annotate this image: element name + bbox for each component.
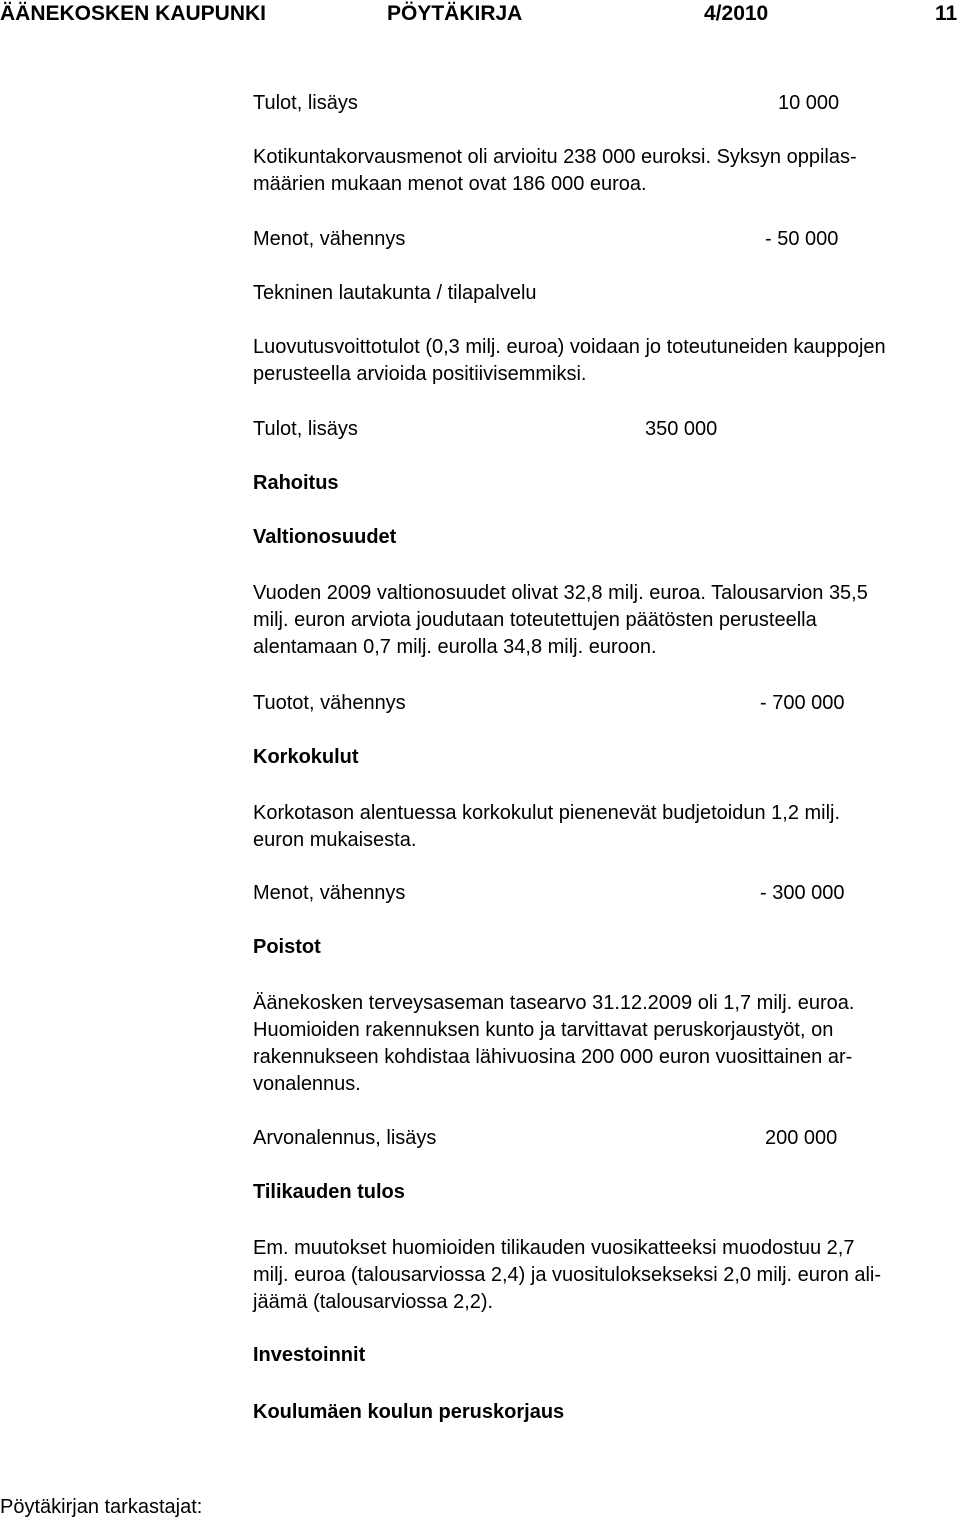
footer-reviewers-label: Pöytäkirjan tarkastajat: (0, 1496, 203, 1518)
paragraph-line: rakennukseen kohdistaa lähivuosina 200 000 euron vuosittainen ar- (253, 1046, 853, 1068)
line-item-label: Menot, vähennys (253, 882, 406, 904)
line-item-label: Tuotot, vähennys (253, 692, 406, 714)
paragraph-line: milj. euron arviota joudutaan toteutettujen päätösten perusteella (253, 609, 817, 631)
paragraph-line: Kotikuntakorvausmenot oli arvioitu 238 000 euroksi. Syksyn oppilas- (253, 146, 857, 168)
subsection-heading: Tilikauden tulos (253, 1181, 405, 1203)
line-item-label: Tulot, lisäys (253, 418, 358, 440)
section-heading: Investoinnit (253, 1344, 366, 1366)
subsection-heading: Koulumäen koulun peruskorjaus (253, 1401, 565, 1423)
line-item-amount: - 700 000 (760, 692, 845, 714)
header-document-number: 4/2010 (704, 2, 769, 25)
section-heading: Tekninen lautakunta / tilapalvelu (253, 282, 537, 304)
subsection-heading: Valtionosuudet (253, 526, 397, 548)
paragraph-line: perusteella arvioida positiivisemmiksi. (253, 363, 587, 385)
line-item-label: Menot, vähennys (253, 228, 406, 250)
header-city: ÄÄNEKOSKEN KAUPUNKI (0, 2, 267, 25)
line-item-label: Tulot, lisäys (253, 92, 358, 114)
paragraph-line: määrien mukaan menot ovat 186 000 euroa. (253, 173, 647, 195)
paragraph-line: milj. euroa (talousarviossa 2,4) ja vuosituloksekseksi 2,0 milj. euron ali- (253, 1264, 882, 1286)
paragraph-line: Korkotason alentuessa korkokulut pienenevät budjetoidun 1,2 milj. (253, 802, 841, 824)
line-item-amount: - 50 000 (765, 228, 839, 250)
line-item-amount: 10 000 (778, 92, 840, 114)
paragraph-line: vonalennus. (253, 1073, 361, 1095)
paragraph-line: jäämä (talousarviossa 2,2). (253, 1291, 494, 1313)
paragraph-line: Huomioiden rakennuksen kunto ja tarvittavat peruskorjaustyöt, on (253, 1019, 834, 1041)
paragraph-line: Luovutusvoittotulot (0,3 milj. euroa) voidaan jo toteutuneiden kauppojen (253, 336, 886, 358)
section-heading: Rahoitus (253, 472, 339, 494)
paragraph-line: euron mukaisesta. (253, 829, 417, 851)
line-item-amount: 350 000 (645, 418, 718, 440)
paragraph-line: Äänekosken terveysaseman tasearvo 31.12.2009 oli 1,7 milj. euroa. (253, 992, 855, 1014)
paragraph-line: alentamaan 0,7 milj. eurolla 34,8 milj. euroon. (253, 636, 657, 658)
paragraph-line: Em. muutokset huomioiden tilikauden vuosikatteeksi muodostuu 2,7 (253, 1237, 855, 1259)
header-page-number: 11 (935, 2, 958, 25)
header-document-type: PÖYTÄKIRJA (387, 2, 523, 25)
subsection-heading: Korkokulut (253, 746, 359, 768)
subsection-heading: Poistot (253, 936, 321, 958)
line-item-amount: 200 000 (765, 1127, 838, 1149)
line-item-label: Arvonalennus, lisäys (253, 1127, 437, 1149)
line-item-amount: - 300 000 (760, 882, 845, 904)
paragraph-line: Vuoden 2009 valtionosuudet olivat 32,8 milj. euroa. Talousarvion 35,5 (253, 582, 868, 604)
